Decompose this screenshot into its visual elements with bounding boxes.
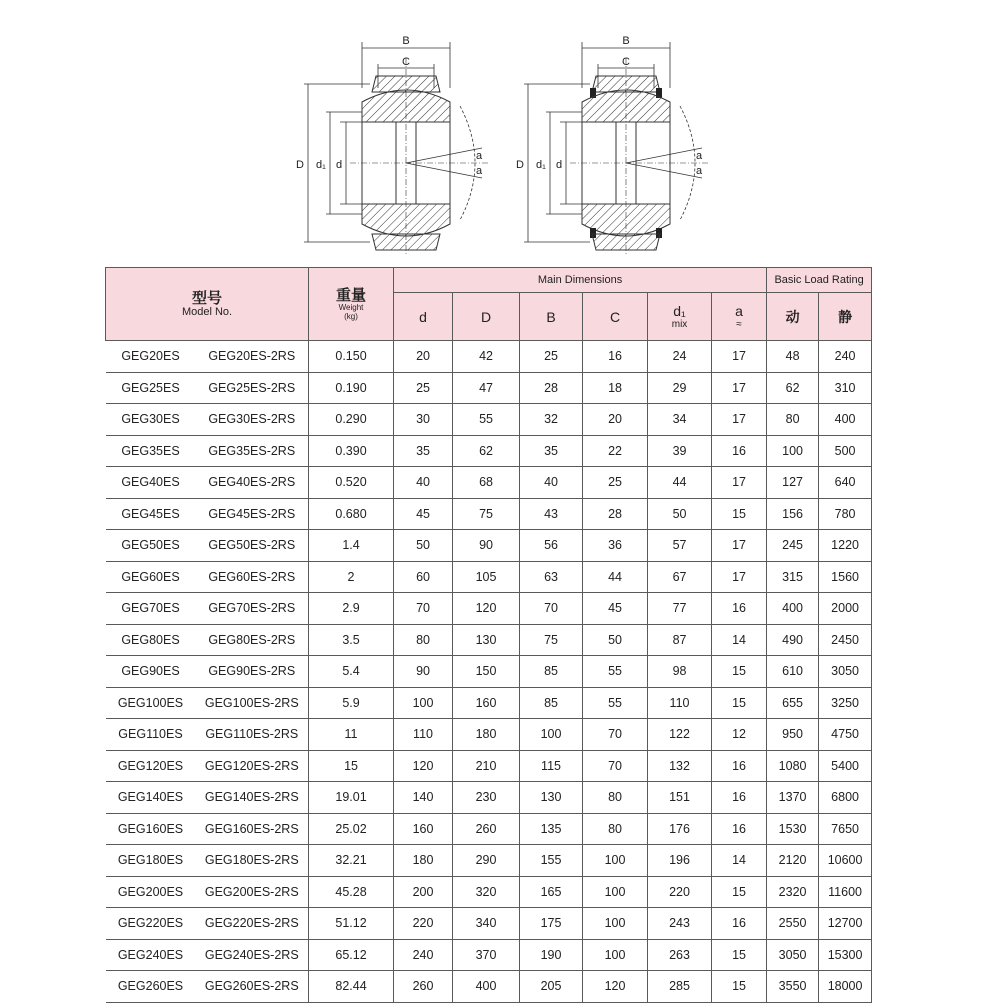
cell-model: GEG20ES — [106, 341, 196, 373]
cell-d1: 263 — [648, 939, 712, 971]
cell-model: GEG100ES — [106, 687, 196, 719]
cell-a: 15 — [712, 971, 767, 1003]
cell-d1: 151 — [648, 782, 712, 814]
cell-model: GEG120ES — [106, 750, 196, 782]
cell-D: 120 — [453, 593, 520, 625]
cell-B: 205 — [520, 971, 583, 1003]
cell-dynamic-load: 1370 — [767, 782, 819, 814]
cell-static-load: 500 — [819, 435, 872, 467]
cell-d: 80 — [394, 624, 453, 656]
dim-label-B: B — [402, 35, 410, 47]
cell-D: 340 — [453, 908, 520, 940]
cell-C: 100 — [583, 876, 648, 908]
cell-a: 14 — [712, 624, 767, 656]
cell-a: 17 — [712, 341, 767, 373]
header-col-B: B — [520, 293, 583, 341]
cell-D: 320 — [453, 876, 520, 908]
cell-weight: 0.150 — [309, 341, 394, 373]
cell-model: GEG110ES — [106, 719, 196, 751]
cell-D: 180 — [453, 719, 520, 751]
cell-model-2rs: GEG80ES-2RS — [196, 624, 309, 656]
cell-D: 47 — [453, 372, 520, 404]
cell-C: 44 — [583, 561, 648, 593]
cell-D: 230 — [453, 782, 520, 814]
bearing-spec-table — [105, 267, 872, 1003]
cell-model: GEG50ES — [106, 530, 196, 562]
table-body — [106, 341, 872, 1003]
cell-D: 130 — [453, 624, 520, 656]
cell-static-load: 18000 — [819, 971, 872, 1003]
cell-d: 140 — [394, 782, 453, 814]
cell-dynamic-load: 3550 — [767, 971, 819, 1003]
cell-d: 90 — [394, 656, 453, 688]
dim-label-d: d — [556, 159, 563, 171]
cell-a: 16 — [712, 782, 767, 814]
cell-model-2rs: GEG200ES-2RS — [196, 876, 309, 908]
table-row — [106, 876, 872, 908]
cell-static-load: 310 — [819, 372, 872, 404]
cell-weight: 32.21 — [309, 845, 394, 877]
cell-static-load: 12700 — [819, 908, 872, 940]
cell-model-2rs: GEG260ES-2RS — [196, 971, 309, 1003]
cell-model: GEG45ES — [106, 498, 196, 530]
cell-weight: 2 — [309, 561, 394, 593]
cell-weight: 0.680 — [309, 498, 394, 530]
cell-model: GEG90ES — [106, 656, 196, 688]
cell-static-load: 2450 — [819, 624, 872, 656]
cell-a: 17 — [712, 372, 767, 404]
cell-weight: 65.12 — [309, 939, 394, 971]
cell-weight: 15 — [309, 750, 394, 782]
cell-weight: 51.12 — [309, 908, 394, 940]
table-row — [106, 341, 872, 373]
cell-d: 70 — [394, 593, 453, 625]
cell-C: 55 — [583, 687, 648, 719]
cell-d1: 39 — [648, 435, 712, 467]
cell-weight: 2.9 — [309, 593, 394, 625]
cell-C: 18 — [583, 372, 648, 404]
cell-d: 100 — [394, 687, 453, 719]
header-col-d: d — [394, 293, 453, 341]
header-main-dimensions: Main Dimensions — [394, 268, 767, 293]
cell-model: GEG180ES — [106, 845, 196, 877]
header-model — [106, 268, 309, 341]
cell-d: 45 — [394, 498, 453, 530]
cell-B: 85 — [520, 656, 583, 688]
cell-static-load: 7650 — [819, 813, 872, 845]
cell-dynamic-load: 400 — [767, 593, 819, 625]
table-row — [106, 971, 872, 1003]
cell-a: 15 — [712, 687, 767, 719]
cell-a: 12 — [712, 719, 767, 751]
cell-B: 40 — [520, 467, 583, 499]
cell-d: 20 — [394, 341, 453, 373]
header-col-D: D — [453, 293, 520, 341]
table-row — [106, 656, 872, 688]
cell-a: 17 — [712, 404, 767, 436]
cell-model-2rs: GEG25ES-2RS — [196, 372, 309, 404]
cell-a: 16 — [712, 593, 767, 625]
cell-a: 15 — [712, 876, 767, 908]
dim-label-d1: d₁ — [316, 159, 326, 171]
cell-d: 60 — [394, 561, 453, 593]
cell-D: 105 — [453, 561, 520, 593]
cell-a: 16 — [712, 908, 767, 940]
header-col-a — [712, 293, 767, 341]
dim-label-D: D — [516, 159, 524, 171]
cell-dynamic-load: 490 — [767, 624, 819, 656]
cell-dynamic-load: 245 — [767, 530, 819, 562]
dim-label-D: D — [296, 159, 304, 171]
angle-label-a-upper: a — [476, 150, 483, 162]
cell-d: 25 — [394, 372, 453, 404]
cell-d1: 196 — [648, 845, 712, 877]
cell-D: 260 — [453, 813, 520, 845]
angle-label-a-lower: a — [696, 165, 703, 177]
cell-B: 32 — [520, 404, 583, 436]
cell-B: 43 — [520, 498, 583, 530]
cell-dynamic-load: 156 — [767, 498, 819, 530]
table-row — [106, 719, 872, 751]
cell-D: 68 — [453, 467, 520, 499]
header-weight-en: Weight — [338, 303, 364, 312]
cell-B: 135 — [520, 813, 583, 845]
cell-a: 17 — [712, 530, 767, 562]
header-weight — [309, 268, 394, 341]
cell-dynamic-load: 1080 — [767, 750, 819, 782]
cell-model-2rs: GEG60ES-2RS — [196, 561, 309, 593]
header-weight-cn: 重量 — [336, 286, 367, 304]
cell-dynamic-load: 3050 — [767, 939, 819, 971]
cell-dynamic-load: 610 — [767, 656, 819, 688]
cell-d1: 24 — [648, 341, 712, 373]
cell-d: 120 — [394, 750, 453, 782]
cell-D: 160 — [453, 687, 520, 719]
cell-d: 50 — [394, 530, 453, 562]
cell-model-2rs: GEG90ES-2RS — [196, 656, 309, 688]
cell-dynamic-load: 80 — [767, 404, 819, 436]
dim-label-B: B — [622, 35, 630, 47]
cell-C: 55 — [583, 656, 648, 688]
cell-d: 180 — [394, 845, 453, 877]
cell-dynamic-load: 2550 — [767, 908, 819, 940]
cell-static-load: 400 — [819, 404, 872, 436]
cell-B: 75 — [520, 624, 583, 656]
cell-weight: 19.01 — [309, 782, 394, 814]
cell-static-load: 780 — [819, 498, 872, 530]
cell-a: 15 — [712, 498, 767, 530]
cell-D: 400 — [453, 971, 520, 1003]
cell-weight: 5.4 — [309, 656, 394, 688]
cell-static-load: 10600 — [819, 845, 872, 877]
table-row — [106, 813, 872, 845]
cell-D: 42 — [453, 341, 520, 373]
cell-model-2rs: GEG20ES-2RS — [196, 341, 309, 373]
cell-C: 100 — [583, 845, 648, 877]
cell-model-2rs: GEG40ES-2RS — [196, 467, 309, 499]
cell-dynamic-load: 950 — [767, 719, 819, 751]
cell-dynamic-load: 127 — [767, 467, 819, 499]
cell-model-2rs: GEG110ES-2RS — [196, 719, 309, 751]
cell-model: GEG70ES — [106, 593, 196, 625]
cell-static-load: 2000 — [819, 593, 872, 625]
cell-static-load: 3050 — [819, 656, 872, 688]
cell-dynamic-load: 315 — [767, 561, 819, 593]
cell-model: GEG80ES — [106, 624, 196, 656]
table-row — [106, 404, 872, 436]
cell-C: 45 — [583, 593, 648, 625]
cell-dynamic-load: 655 — [767, 687, 819, 719]
cell-d1: 98 — [648, 656, 712, 688]
cell-static-load: 5400 — [819, 750, 872, 782]
cell-model: GEG25ES — [106, 372, 196, 404]
angle-label-a-upper: a — [696, 150, 703, 162]
cell-d: 30 — [394, 404, 453, 436]
bearing-diagram-open — [290, 28, 500, 258]
cell-B: 35 — [520, 435, 583, 467]
cell-model: GEG260ES — [106, 971, 196, 1003]
cell-static-load: 4750 — [819, 719, 872, 751]
cell-weight: 82.44 — [309, 971, 394, 1003]
cell-B: 190 — [520, 939, 583, 971]
table-row — [106, 593, 872, 625]
cell-a: 14 — [712, 845, 767, 877]
cell-model-2rs: GEG160ES-2RS — [196, 813, 309, 845]
cell-a: 17 — [712, 467, 767, 499]
cell-dynamic-load: 62 — [767, 372, 819, 404]
cell-model-2rs: GEG100ES-2RS — [196, 687, 309, 719]
cell-d: 240 — [394, 939, 453, 971]
cell-D: 370 — [453, 939, 520, 971]
cell-model: GEG240ES — [106, 939, 196, 971]
cell-a: 16 — [712, 750, 767, 782]
cell-d1: 77 — [648, 593, 712, 625]
cell-a: 16 — [712, 813, 767, 845]
cell-model-2rs: GEG50ES-2RS — [196, 530, 309, 562]
cell-d1: 29 — [648, 372, 712, 404]
cell-B: 56 — [520, 530, 583, 562]
table-row — [106, 372, 872, 404]
cell-model: GEG35ES — [106, 435, 196, 467]
cell-C: 36 — [583, 530, 648, 562]
cell-C: 22 — [583, 435, 648, 467]
cell-dynamic-load: 100 — [767, 435, 819, 467]
cell-B: 100 — [520, 719, 583, 751]
cell-d1: 176 — [648, 813, 712, 845]
cell-B: 63 — [520, 561, 583, 593]
table-row — [106, 561, 872, 593]
cell-model-2rs: GEG220ES-2RS — [196, 908, 309, 940]
cell-a: 15 — [712, 656, 767, 688]
cell-C: 80 — [583, 813, 648, 845]
header-col-d1-label: d₁ — [673, 303, 686, 319]
cell-a: 15 — [712, 939, 767, 971]
cell-C: 80 — [583, 782, 648, 814]
table-row — [106, 750, 872, 782]
table-row — [106, 845, 872, 877]
dim-label-d1: d₁ — [536, 159, 546, 171]
cell-model: GEG200ES — [106, 876, 196, 908]
cell-B: 25 — [520, 341, 583, 373]
table-row — [106, 687, 872, 719]
cell-d1: 132 — [648, 750, 712, 782]
dim-label-d: d — [336, 159, 343, 171]
header-col-d1 — [648, 293, 712, 341]
cell-C: 50 — [583, 624, 648, 656]
cell-C: 120 — [583, 971, 648, 1003]
cell-d1: 220 — [648, 876, 712, 908]
cell-weight: 11 — [309, 719, 394, 751]
header-col-d1-sub: mix — [671, 319, 688, 330]
cell-D: 62 — [453, 435, 520, 467]
header-col-a-sub: ≈ — [736, 319, 742, 330]
cell-weight: 25.02 — [309, 813, 394, 845]
cell-dynamic-load: 1530 — [767, 813, 819, 845]
cell-model-2rs: GEG45ES-2RS — [196, 498, 309, 530]
cell-D: 290 — [453, 845, 520, 877]
cell-weight: 1.4 — [309, 530, 394, 562]
cell-weight: 45.28 — [309, 876, 394, 908]
cell-weight: 0.390 — [309, 435, 394, 467]
cell-d: 160 — [394, 813, 453, 845]
cell-d1: 110 — [648, 687, 712, 719]
cell-model: GEG220ES — [106, 908, 196, 940]
cell-a: 16 — [712, 435, 767, 467]
cell-d: 200 — [394, 876, 453, 908]
cell-model-2rs: GEG70ES-2RS — [196, 593, 309, 625]
cell-static-load: 3250 — [819, 687, 872, 719]
cell-dynamic-load: 2320 — [767, 876, 819, 908]
bearing-diagrams — [0, 0, 1000, 262]
cell-d1: 44 — [648, 467, 712, 499]
table-row — [106, 467, 872, 499]
cell-d1: 34 — [648, 404, 712, 436]
cell-static-load: 6800 — [819, 782, 872, 814]
header-col-static: 静 — [819, 293, 872, 341]
cell-C: 20 — [583, 404, 648, 436]
cell-d1: 50 — [648, 498, 712, 530]
table-row — [106, 435, 872, 467]
cell-B: 130 — [520, 782, 583, 814]
cell-D: 210 — [453, 750, 520, 782]
cell-model-2rs: GEG120ES-2RS — [196, 750, 309, 782]
cell-static-load: 11600 — [819, 876, 872, 908]
cell-d1: 87 — [648, 624, 712, 656]
table-row — [106, 939, 872, 971]
cell-model-2rs: GEG35ES-2RS — [196, 435, 309, 467]
cell-model-2rs: GEG180ES-2RS — [196, 845, 309, 877]
angle-label-a-lower: a — [476, 165, 483, 177]
table-row — [106, 624, 872, 656]
table-header-row-top — [106, 268, 872, 293]
dim-label-C: C — [622, 56, 630, 68]
cell-dynamic-load: 48 — [767, 341, 819, 373]
cell-model-2rs: GEG30ES-2RS — [196, 404, 309, 436]
dim-label-C: C — [402, 56, 410, 68]
cell-static-load: 240 — [819, 341, 872, 373]
cell-B: 70 — [520, 593, 583, 625]
cell-B: 28 — [520, 372, 583, 404]
cell-model-2rs: GEG140ES-2RS — [196, 782, 309, 814]
cell-d: 220 — [394, 908, 453, 940]
cell-C: 100 — [583, 908, 648, 940]
cell-weight: 3.5 — [309, 624, 394, 656]
cell-d: 40 — [394, 467, 453, 499]
header-basic-load-rating: Basic Load Rating — [767, 268, 872, 293]
cell-weight: 0.190 — [309, 372, 394, 404]
cell-C: 70 — [583, 719, 648, 751]
table-row — [106, 908, 872, 940]
table-row — [106, 498, 872, 530]
cell-weight: 0.520 — [309, 467, 394, 499]
cell-B: 165 — [520, 876, 583, 908]
cell-d1: 243 — [648, 908, 712, 940]
cell-D: 75 — [453, 498, 520, 530]
cell-dynamic-load: 2120 — [767, 845, 819, 877]
header-col-dynamic: 动 — [767, 293, 819, 341]
cell-D: 55 — [453, 404, 520, 436]
cell-static-load: 640 — [819, 467, 872, 499]
cell-model: GEG60ES — [106, 561, 196, 593]
cell-model: GEG30ES — [106, 404, 196, 436]
header-model-cn: 型号 — [192, 288, 223, 307]
cell-d: 260 — [394, 971, 453, 1003]
header-weight-unit: (kg) — [344, 312, 358, 321]
cell-D: 150 — [453, 656, 520, 688]
cell-weight: 5.9 — [309, 687, 394, 719]
cell-d1: 67 — [648, 561, 712, 593]
cell-model-2rs: GEG240ES-2RS — [196, 939, 309, 971]
bearing-diagram-sealed — [510, 28, 720, 258]
cell-B: 175 — [520, 908, 583, 940]
cell-D: 90 — [453, 530, 520, 562]
header-model-en: Model No. — [181, 305, 233, 318]
cell-C: 28 — [583, 498, 648, 530]
table-row — [106, 782, 872, 814]
cell-model: GEG160ES — [106, 813, 196, 845]
table-row — [106, 530, 872, 562]
header-col-a-label: a — [735, 303, 743, 319]
cell-static-load: 1220 — [819, 530, 872, 562]
cell-C: 100 — [583, 939, 648, 971]
cell-B: 155 — [520, 845, 583, 877]
cell-static-load: 1560 — [819, 561, 872, 593]
header-col-C: C — [583, 293, 648, 341]
cell-B: 85 — [520, 687, 583, 719]
cell-a: 17 — [712, 561, 767, 593]
cell-B: 115 — [520, 750, 583, 782]
cell-model: GEG40ES — [106, 467, 196, 499]
cell-d1: 57 — [648, 530, 712, 562]
cell-C: 70 — [583, 750, 648, 782]
cell-d: 110 — [394, 719, 453, 751]
cell-weight: 0.290 — [309, 404, 394, 436]
cell-d1: 122 — [648, 719, 712, 751]
cell-d1: 285 — [648, 971, 712, 1003]
cell-d: 35 — [394, 435, 453, 467]
cell-model: GEG140ES — [106, 782, 196, 814]
cell-static-load: 15300 — [819, 939, 872, 971]
cell-C: 16 — [583, 341, 648, 373]
cell-C: 25 — [583, 467, 648, 499]
